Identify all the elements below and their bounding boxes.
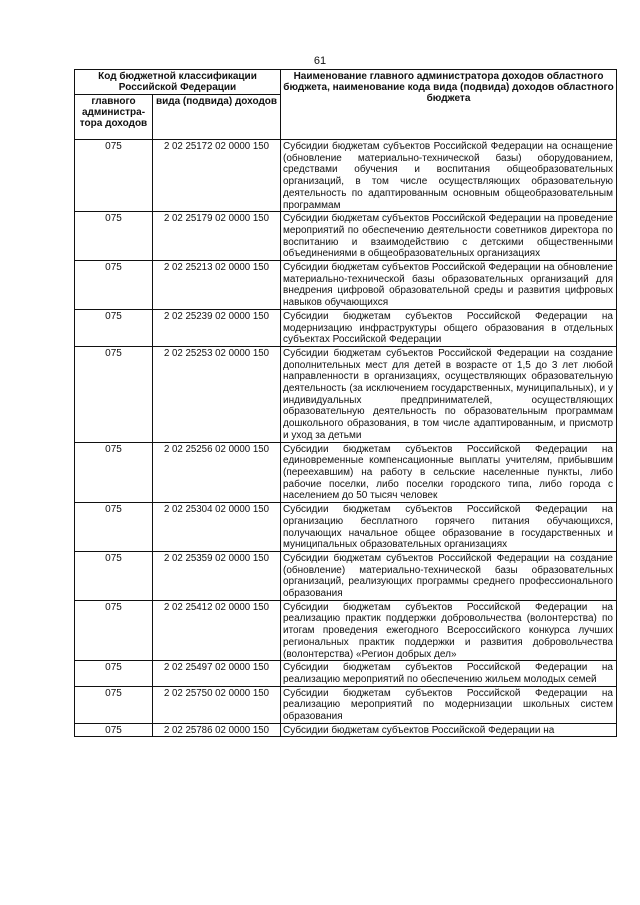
revenue-description-cell: Субсидии бюджетам субъектов Российской Федерации на оснащение (обновление материально-технической базы) оборудованием, средствами обучения и воспитания общеобразовательных организаций, в том числе осуществляющих образовательную деятельность по адаптированным основным общеобразовательным программам xyxy=(281,140,617,212)
admin-code-cell: 075 xyxy=(75,661,153,686)
revenue-code-cell: 2 02 25786 02 0000 150 xyxy=(153,723,281,737)
admin-code-cell: 075 xyxy=(75,442,153,503)
revenue-code-cell: 2 02 25213 02 0000 150 xyxy=(153,261,281,310)
page-number: 61 xyxy=(313,55,327,67)
revenue-code-cell: 2 02 25359 02 0000 150 xyxy=(153,551,281,600)
table-row xyxy=(75,503,617,552)
revenue-code-cell: 2 02 25256 02 0000 150 xyxy=(153,442,281,503)
admin-code-cell: 075 xyxy=(75,723,153,737)
revenue-description-cell: Субсидии бюджетам субъектов Российской Федерации на создание дополнительных мест для детей в возрасте от 1,5 до 3 лет любой направленности в организациях, осуществляющих образовательную деятельность (за исключением государственных, муниципальных), и у индивидуальных предпринимателей, осуществляющих образовательную деятельность по образовательным программам дошкольного образования, в том числе адаптированным, и присмотр и уход за детьми xyxy=(281,346,617,442)
admin-code-cell: 075 xyxy=(75,600,153,661)
revenue-description-cell: Субсидии бюджетам субъектов Российской Федерации на реализацию мероприятий по обеспечению жильем молодых семей xyxy=(281,661,617,686)
revenue-description-cell: Субсидии бюджетам субъектов Российской Федерации на единовременные компенсационные выплаты учителям, прибывшим (переехавшим) на работу в сельские населенные пункты, либо рабочие поселки, либо поселки городского типа, либо города с населением до 50 тысяч человек xyxy=(281,442,617,503)
admin-code-cell: 075 xyxy=(75,686,153,723)
table-row xyxy=(75,261,617,310)
admin-code-cell: 075 xyxy=(75,309,153,346)
admin-code-cell: 075 xyxy=(75,503,153,552)
revenue-description-cell: Субсидии бюджетам субъектов Российской Федерации на реализацию мероприятий по модернизации школьных систем образования xyxy=(281,686,617,723)
table-row xyxy=(75,212,617,261)
table-row xyxy=(75,686,617,723)
table-body xyxy=(75,140,617,737)
revenue-code-cell: 2 02 25179 02 0000 150 xyxy=(153,212,281,261)
revenue-description-cell: Субсидии бюджетам субъектов Российской Федерации на организацию бесплатного горячего питания обучающихся, получающих начальное общее образование в государственных и муниципальных образовательных организациях xyxy=(281,503,617,552)
revenue-code-cell: 2 02 25412 02 0000 150 xyxy=(153,600,281,661)
admin-code-cell: 075 xyxy=(75,261,153,310)
table-row xyxy=(75,346,617,442)
name-column-header: Наименование главного администратора доходов областного бюджета, наименование кода вида (подвида) доходов областного бюджета xyxy=(281,70,617,140)
revenue-code-cell: 2 02 25304 02 0000 150 xyxy=(153,503,281,552)
revenue-code-cell: 2 02 25497 02 0000 150 xyxy=(153,661,281,686)
budget-code-group-header: Код бюджетной классификации Российской Федерации xyxy=(75,70,281,95)
table-row xyxy=(75,140,617,212)
revenue-code-cell: 2 02 25239 02 0000 150 xyxy=(153,309,281,346)
revenue-description-cell: Субсидии бюджетам субъектов Российской Федерации на создание (обновление) материально-технической базы образовательных организаций, реализующих программы среднего профессионального образования xyxy=(281,551,617,600)
table-row xyxy=(75,723,617,737)
revenue-description-cell: Субсидии бюджетам субъектов Российской Федерации на xyxy=(281,723,617,737)
admin-code-cell: 075 xyxy=(75,346,153,442)
code-column-header: вида (подвида) доходов xyxy=(153,95,281,140)
admin-column-header: главного администра-тора доходов xyxy=(75,95,153,140)
admin-code-cell: 075 xyxy=(75,212,153,261)
table-row xyxy=(75,309,617,346)
revenue-description-cell: Субсидии бюджетам субъектов Российской Федерации на реализацию практик поддержки добровольчества (волонтерства) по итогам проведения ежегодного Всероссийского конкурса лучших региональных практик поддержки и развития добровольчества (волонтерства) «Регион добрых дел» xyxy=(281,600,617,661)
revenue-code-cell: 2 02 25172 02 0000 150 xyxy=(153,140,281,212)
admin-code-cell: 075 xyxy=(75,551,153,600)
revenue-description-cell: Субсидии бюджетам субъектов Российской Федерации на проведение мероприятий по обеспечению деятельности советников директора по воспитанию и взаимодействию с детскими общественными объединениями в общеобразовательных организациях xyxy=(281,212,617,261)
revenue-description-cell: Субсидии бюджетам субъектов Российской Федерации на обновление материально-технической базы образовательных организаций для внедрения цифровой образовательной среды и развития цифровых навыков обучающихся xyxy=(281,261,617,310)
table-row xyxy=(75,661,617,686)
table-row xyxy=(75,551,617,600)
revenue-code-cell: 2 02 25253 02 0000 150 xyxy=(153,346,281,442)
table-row xyxy=(75,442,617,503)
revenue-description-cell: Субсидии бюджетам субъектов Российской Федерации на модернизацию инфраструктуры общего образования в отдельных субъектах Российской Федерации xyxy=(281,309,617,346)
table-row xyxy=(75,600,617,661)
admin-code-cell: 075 xyxy=(75,140,153,212)
revenue-code-cell: 2 02 25750 02 0000 150 xyxy=(153,686,281,723)
budget-classification-table xyxy=(74,69,617,737)
